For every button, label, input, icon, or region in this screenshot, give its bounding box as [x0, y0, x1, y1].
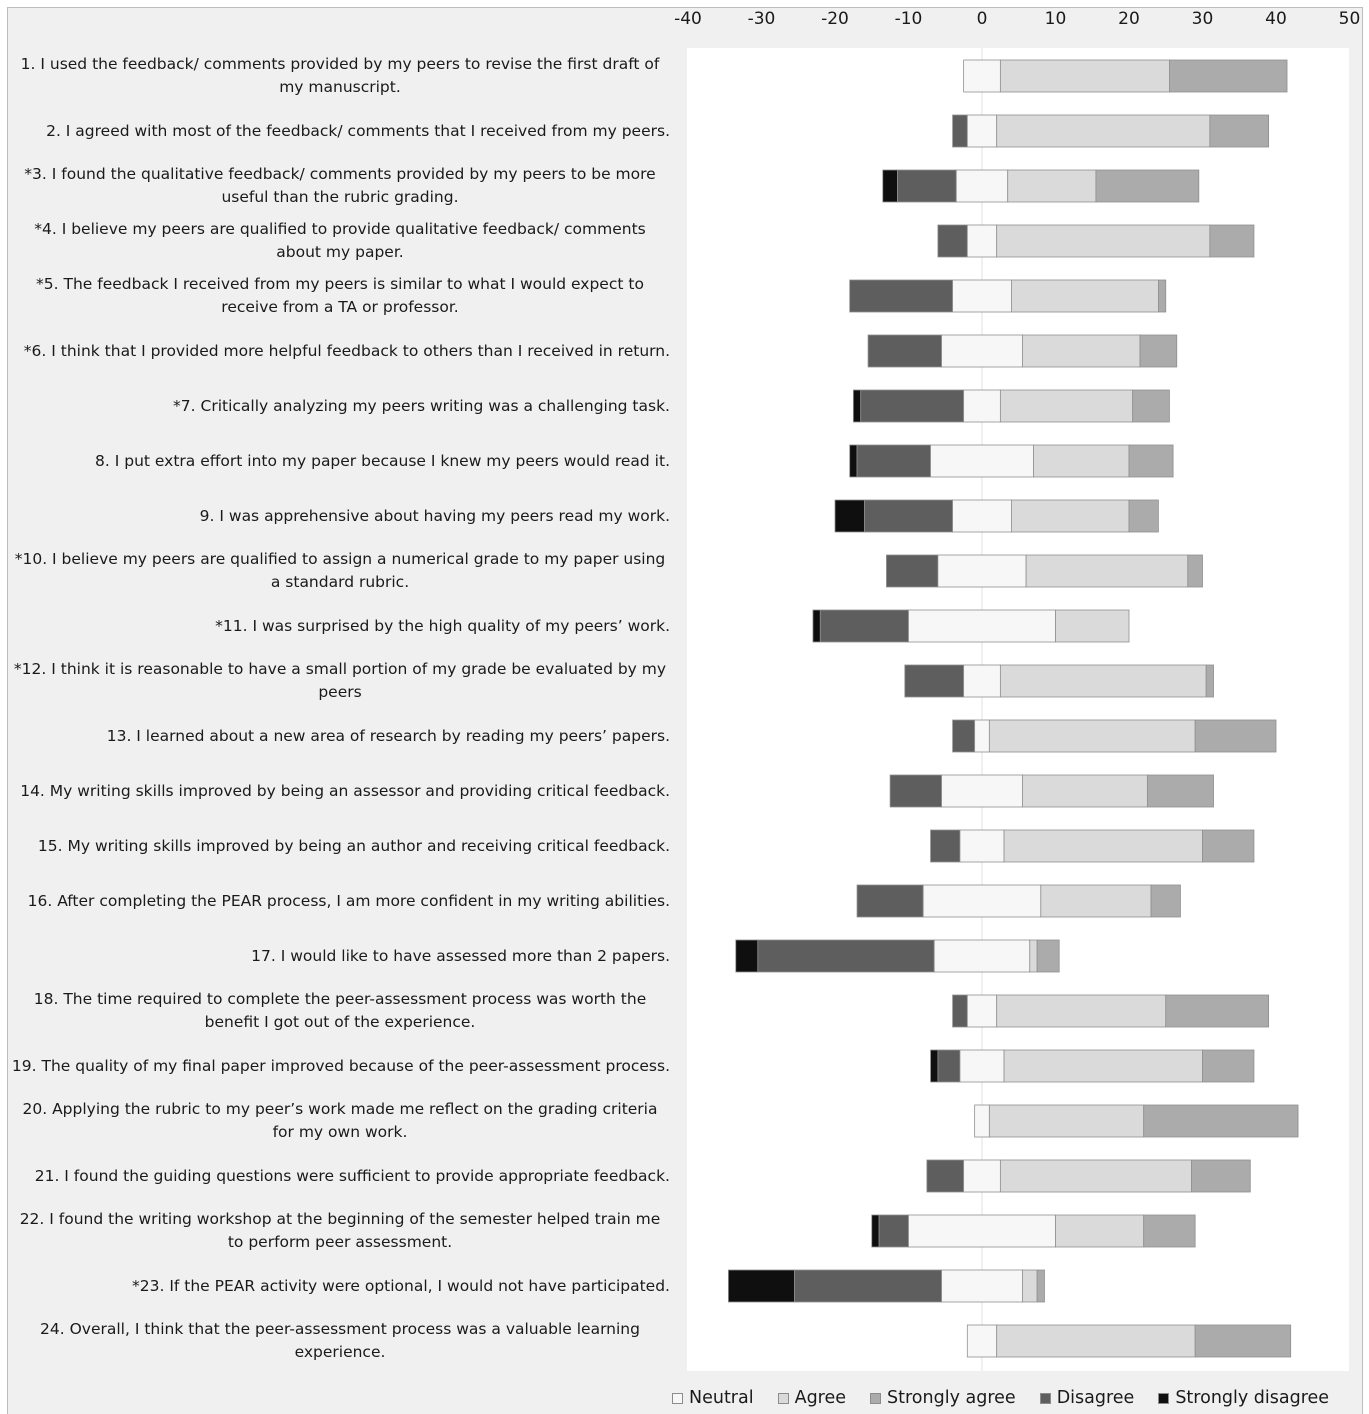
bar-strongly-agree-3 [1096, 170, 1199, 202]
bar-strongly-agree-16 [1151, 885, 1180, 917]
item-label-6: *6. I think that I provided more helpful feedback to others than I received in return. [23, 341, 670, 360]
item-label-17: 17. I would like to have assessed more than 2 papers. [251, 946, 670, 965]
legend [672, 1386, 1329, 1410]
item-label-2: 2. I agreed with most of the feedback/ comments that I received from my peers. [46, 121, 670, 140]
item-label-14: 14. My writing skills improved by being an assessor and providing critical feedback. [20, 781, 670, 800]
bar-neutral-21 [964, 1160, 1001, 1192]
bar-agree-24 [997, 1325, 1195, 1357]
bar-neutral-19 [960, 1050, 1004, 1082]
legend-item-disagree [1040, 1388, 1135, 1408]
bar-disagree-14 [890, 775, 941, 807]
item-label-20: 20. Applying the rubric to my peer’s work made me reflect on the grading criteria for my own work. [22, 1100, 658, 1141]
bar-strongly-disagree-8 [850, 445, 857, 477]
bar-strongly-agree-24 [1195, 1325, 1291, 1357]
bar-neutral-3 [956, 170, 1007, 202]
bar-agree-17 [1030, 940, 1037, 972]
legend-item-neutral [672, 1388, 754, 1408]
bar-agree-23 [1022, 1270, 1037, 1302]
bar-strongly-agree-12 [1206, 665, 1213, 697]
legend-swatch [778, 1393, 789, 1404]
item-label-13: 13. I learned about a new area of research by reading my peers’ papers. [106, 726, 670, 745]
bar-strongly-agree-1 [1169, 60, 1287, 92]
legend-label: Neutral [689, 1388, 754, 1408]
item-label-23: *23. If the PEAR activity were optional, I would not have participated. [132, 1276, 670, 1295]
bar-agree-5 [1011, 280, 1158, 312]
bar-neutral-6 [942, 335, 1023, 367]
bar-disagree-3 [897, 170, 956, 202]
item-label-19: 19. The quality of my final paper improved because of the peer-assessment process. [11, 1056, 670, 1075]
bar-agree-11 [1056, 610, 1130, 642]
bar-strongly-agree-17 [1037, 940, 1059, 972]
bar-disagree-2 [953, 115, 968, 147]
bar-disagree-22 [879, 1215, 908, 1247]
x-tick-label: 50 [1338, 9, 1361, 29]
bar-neutral-14 [942, 775, 1023, 807]
bar-strongly-agree-9 [1129, 500, 1158, 532]
legend-label: Disagree [1056, 1388, 1135, 1408]
bar-strongly-agree-20 [1144, 1105, 1298, 1137]
bar-disagree-17 [758, 940, 934, 972]
bar-disagree-19 [938, 1050, 960, 1082]
bar-disagree-5 [850, 280, 953, 312]
item-label-16: 16. After completing the PEAR process, I am more confident in my writing abilities. [27, 891, 670, 910]
bar-strongly-agree-7 [1133, 390, 1170, 422]
bar-disagree-8 [857, 445, 931, 477]
bar-neutral-10 [938, 555, 1026, 587]
item-label-15: 15. My writing skills improved by being an author and receiving critical feedback. [37, 836, 670, 855]
item-label-24: 24. Overall, I think that the peer-assessment process was a valuable learning experience. [40, 1320, 640, 1361]
bar-neutral-24 [967, 1325, 996, 1357]
bar-neutral-8 [931, 445, 1034, 477]
bar-neutral-7 [964, 390, 1001, 422]
bar-neutral-16 [923, 885, 1041, 917]
bar-disagree-16 [857, 885, 923, 917]
item-label-8: 8. I put extra effort into my paper because I knew my peers would read it. [95, 451, 670, 470]
bar-strongly-agree-21 [1191, 1160, 1250, 1192]
legend-label: Strongly disagree [1175, 1388, 1330, 1408]
item-label-10: *10. I believe my peers are qualified to assign a numerical grade to my paper using a standard rubric. [14, 550, 666, 591]
bar-neutral-2 [967, 115, 996, 147]
x-tick-label: -30 [747, 9, 776, 29]
bar-agree-14 [1022, 775, 1147, 807]
legend-swatch [1040, 1393, 1051, 1404]
bar-disagree-18 [953, 995, 968, 1027]
bar-disagree-7 [861, 390, 964, 422]
bar-agree-8 [1033, 445, 1129, 477]
item-label-7: *7. Critically analyzing my peers writing was a challenging task. [173, 396, 670, 415]
bar-disagree-6 [868, 335, 942, 367]
bar-strongly-agree-18 [1166, 995, 1269, 1027]
bar-disagree-9 [864, 500, 952, 532]
bar-strongly-agree-6 [1140, 335, 1177, 367]
bar-agree-19 [1004, 1050, 1202, 1082]
bar-strongly-agree-15 [1203, 830, 1254, 862]
bar-neutral-17 [934, 940, 1030, 972]
legend-swatch [672, 1393, 683, 1404]
x-tick-label: 20 [1118, 9, 1140, 29]
bar-strongly-disagree-3 [883, 170, 898, 202]
bar-strongly-agree-8 [1129, 445, 1173, 477]
x-tick-label: 40 [1265, 9, 1287, 29]
bar-disagree-10 [886, 555, 937, 587]
bar-neutral-13 [975, 720, 990, 752]
bar-agree-13 [989, 720, 1195, 752]
bar-strongly-agree-2 [1210, 115, 1269, 147]
bar-strongly-agree-22 [1144, 1215, 1195, 1247]
bar-strongly-agree-10 [1188, 555, 1203, 587]
bar-strongly-agree-13 [1195, 720, 1276, 752]
bar-agree-12 [1000, 665, 1206, 697]
bar-agree-3 [1008, 170, 1096, 202]
bar-neutral-20 [975, 1105, 990, 1137]
item-label-4: *4. I believe my peers are qualified to provide qualitative feedback/ comments about my paper. [34, 220, 646, 261]
item-label-9: 9. I was apprehensive about having my peers read my work. [199, 506, 670, 525]
x-tick-label: -40 [674, 9, 702, 29]
bar-strongly-agree-4 [1210, 225, 1254, 257]
bar-strongly-disagree-19 [931, 1050, 938, 1082]
bar-agree-10 [1026, 555, 1188, 587]
bar-disagree-12 [905, 665, 964, 697]
bar-disagree-15 [931, 830, 960, 862]
bar-neutral-18 [967, 995, 996, 1027]
item-label-3: *3. I found the qualitative feedback/ comments provided by my peers to be more useful than the rubric grading. [24, 165, 656, 206]
item-label-11: *11. I was surprised by the high quality of my peers’ work. [215, 616, 670, 635]
bar-agree-2 [997, 115, 1210, 147]
bar-strongly-disagree-23 [728, 1270, 794, 1302]
legend-item-agree [778, 1388, 846, 1408]
bar-neutral-11 [909, 610, 1056, 642]
bar-neutral-5 [953, 280, 1012, 312]
legend-item-strongly-disagree [1158, 1388, 1329, 1408]
x-tick-label: -20 [821, 9, 849, 29]
bar-strongly-disagree-7 [853, 390, 860, 422]
bar-agree-18 [997, 995, 1166, 1027]
bar-agree-20 [989, 1105, 1143, 1137]
x-tick-label: -10 [894, 9, 923, 29]
x-tick-label: 10 [1044, 9, 1067, 29]
bar-strongly-agree-19 [1203, 1050, 1254, 1082]
bar-neutral-4 [967, 225, 996, 257]
bar-agree-1 [1000, 60, 1169, 92]
item-label-18: 18. The time required to complete the peer-assessment process was worth the benefit I got out of the experience. [33, 990, 647, 1031]
bar-neutral-23 [942, 1270, 1023, 1302]
bar-neutral-9 [953, 500, 1012, 532]
bar-agree-6 [1022, 335, 1140, 367]
bar-neutral-12 [964, 665, 1001, 697]
bar-neutral-1 [964, 60, 1001, 92]
bar-disagree-4 [938, 225, 967, 257]
bar-strongly-disagree-22 [872, 1215, 879, 1247]
bar-disagree-13 [953, 720, 975, 752]
item-label-21: 21. I found the guiding questions were sufficient to provide appropriate feedback. [34, 1166, 670, 1185]
item-label-1: 1. I used the feedback/ comments provided by my peers to revise the first draft of my manuscript. [20, 55, 660, 96]
item-label-5: *5. The feedback I received from my peers is similar to what I would expect to receive from a TA or professor. [36, 275, 644, 316]
bar-agree-16 [1041, 885, 1151, 917]
legend-swatch [870, 1393, 881, 1404]
x-tick-label: 0 [976, 9, 988, 29]
bar-disagree-11 [820, 610, 908, 642]
item-label-22: 22. I found the writing workshop at the beginning of the semester helped train me to perform peer assessment. [19, 1210, 661, 1251]
bar-strongly-disagree-11 [813, 610, 820, 642]
bar-strongly-disagree-17 [736, 940, 758, 972]
legend-item-strongly-agree [870, 1388, 1016, 1408]
bar-neutral-15 [960, 830, 1004, 862]
bar-strongly-agree-23 [1037, 1270, 1044, 1302]
legend-swatch [1158, 1393, 1169, 1404]
bar-disagree-23 [795, 1270, 942, 1302]
bar-strongly-disagree-9 [835, 500, 864, 532]
legend-label: Strongly agree [887, 1388, 1016, 1408]
item-label-12: *12. I think it is reasonable to have a small portion of my grade be evaluated by my peers [13, 660, 667, 701]
bar-disagree-21 [927, 1160, 964, 1192]
bar-agree-4 [997, 225, 1210, 257]
bar-agree-21 [1000, 1160, 1191, 1192]
bar-strongly-agree-14 [1147, 775, 1213, 807]
legend-label: Agree [794, 1388, 847, 1408]
x-tick-label: 30 [1191, 9, 1214, 29]
bar-neutral-22 [909, 1215, 1056, 1247]
bar-agree-22 [1056, 1215, 1144, 1247]
bar-strongly-agree-5 [1158, 280, 1165, 312]
bar-agree-9 [1011, 500, 1129, 532]
bar-agree-7 [1000, 390, 1132, 422]
bar-agree-15 [1004, 830, 1202, 862]
